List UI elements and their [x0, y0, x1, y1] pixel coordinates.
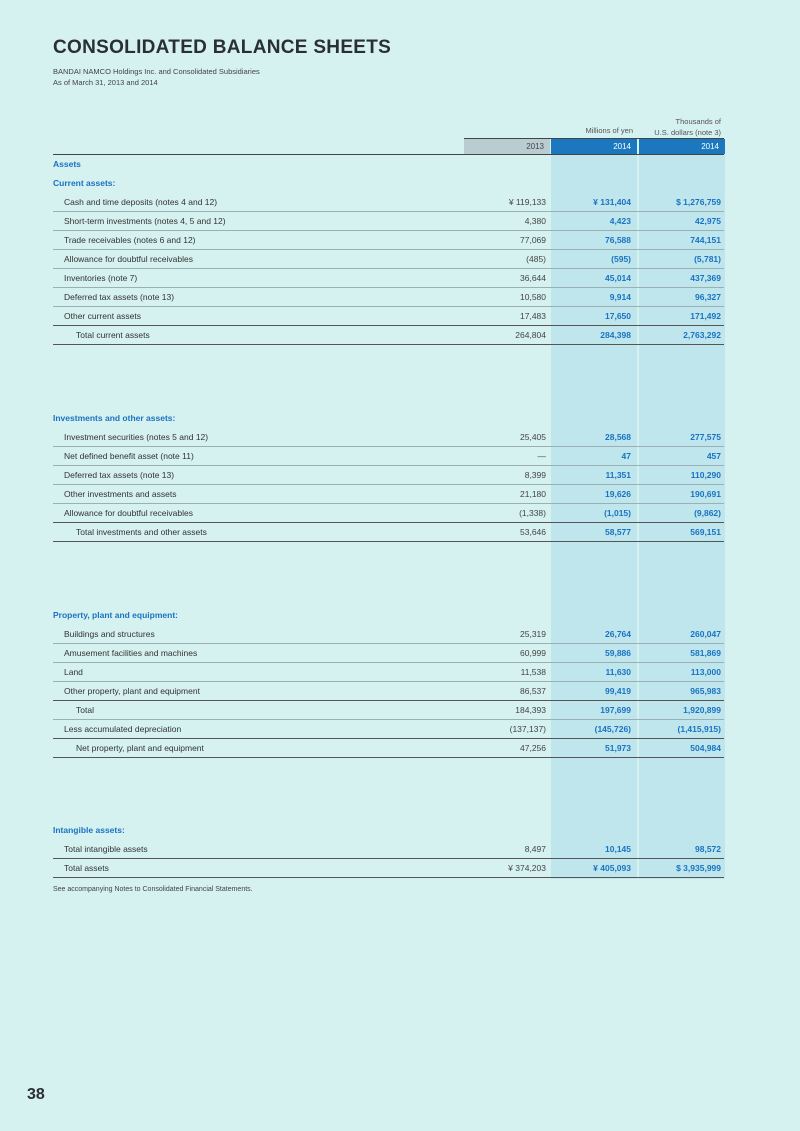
row-label: Land — [64, 667, 83, 677]
date-subtitle: As of March 31, 2013 and 2014 — [53, 78, 158, 87]
value-usd: 110,290 — [690, 470, 721, 480]
table-row — [53, 288, 724, 307]
section-ppe: Property, plant and equipment: — [53, 610, 178, 620]
value-usd: 457 — [706, 451, 721, 461]
section-investments: Investments and other assets: — [53, 413, 176, 423]
value-2014: 26,764 — [605, 629, 631, 639]
row-label: Net defined benefit asset (note 11) — [64, 451, 194, 461]
row-label: Cash and time deposits (notes 4 and 12) — [64, 197, 218, 207]
table-row — [53, 326, 724, 345]
table-row — [53, 523, 724, 542]
value-2013: ¥ 374,203 — [508, 863, 546, 873]
footnote: See accompanying Notes to Consolidated Financial Statements. — [53, 886, 253, 893]
row-label: Total intangible assets — [64, 844, 148, 854]
value-2013: 60,999 — [520, 648, 546, 658]
value-2013: 86,537 — [520, 686, 546, 696]
row-label: Total — [76, 705, 94, 715]
value-2014: 28,568 — [605, 432, 631, 442]
year-2014-usd-header: 2014 — [639, 139, 725, 154]
value-2014: 99,419 — [605, 686, 631, 696]
value-2013: 21,180 — [520, 489, 546, 499]
value-2013: 36,644 — [520, 273, 546, 283]
value-usd: 171,492 — [690, 311, 721, 321]
row-label: Total assets — [64, 863, 109, 873]
value-2013: 17,483 — [520, 311, 546, 321]
table-row — [53, 231, 724, 250]
millions-header: Millions of yen — [585, 126, 633, 135]
value-2014: (145,726) — [594, 724, 631, 734]
value-2014: 11,630 — [605, 667, 631, 677]
page-title: CONSOLIDATED BALANCE SHEETS — [53, 37, 392, 58]
value-2014: 197,699 — [600, 705, 631, 715]
value-usd: 437,369 — [690, 273, 721, 283]
row-label: Total current assets — [76, 330, 150, 340]
value-2013: 11,538 — [520, 667, 546, 677]
value-2014: 10,145 — [605, 844, 631, 854]
company-subtitle: BANDAI NAMCO Holdings Inc. and Consolidated Subsidiaries — [53, 67, 260, 76]
value-2014: ¥ 131,404 — [593, 197, 631, 207]
value-2013: (485) — [526, 254, 546, 264]
value-usd: 1,920,899 — [683, 705, 721, 715]
value-2014: 59,886 — [605, 648, 631, 658]
table-row — [53, 840, 724, 859]
value-2014: 45,014 — [605, 273, 631, 283]
usd-header — [639, 116, 721, 138]
usd-header-line2: U.S. dollars (note 3) — [654, 128, 721, 137]
value-2014: 17,650 — [605, 311, 631, 321]
value-usd: $ 1,276,759 — [676, 197, 721, 207]
table-row — [53, 644, 724, 663]
value-usd: (9,862) — [694, 508, 721, 518]
value-2014: 11,351 — [605, 470, 631, 480]
year-2013-header: 2013 — [464, 139, 550, 154]
value-usd: 190,691 — [690, 489, 721, 499]
table-row — [53, 212, 724, 231]
value-2013: 47,256 — [520, 743, 546, 753]
table-row — [53, 739, 724, 758]
value-2013: 77,069 — [520, 235, 546, 245]
row-label: Net property, plant and equipment — [76, 743, 204, 753]
table-row — [53, 701, 724, 720]
value-2014: 4,423 — [609, 216, 631, 226]
value-usd: 2,763,292 — [683, 330, 721, 340]
row-label: Other current assets — [64, 311, 142, 321]
row-label: Allowance for doubtful receivables — [64, 508, 193, 518]
table-row — [53, 193, 724, 212]
row-label: Trade receivables (notes 6 and 12) — [64, 235, 196, 245]
value-2014: 76,588 — [605, 235, 631, 245]
table-row — [53, 485, 724, 504]
table-top-rule — [53, 154, 724, 155]
value-2013: ¥ 119,133 — [508, 197, 546, 207]
value-2013: 25,405 — [520, 432, 546, 442]
value-usd: 965,983 — [690, 686, 721, 696]
row-label: Other property, plant and equipment — [64, 686, 200, 696]
value-usd: 581,869 — [690, 648, 721, 658]
table-row — [53, 504, 724, 523]
value-usd: 504,984 — [690, 743, 721, 753]
value-usd: $ 3,935,999 — [676, 863, 721, 873]
value-2014: 19,626 — [605, 489, 631, 499]
value-2013: 184,393 — [515, 705, 546, 715]
table-row — [53, 307, 724, 326]
page-number: 38 — [27, 1086, 45, 1103]
value-usd: (5,781) — [694, 254, 721, 264]
table-row — [53, 250, 724, 269]
value-usd: 569,151 — [690, 527, 721, 537]
table-row — [53, 466, 724, 485]
value-2013: 4,380 — [524, 216, 546, 226]
row-label: Less accumulated depreciation — [64, 724, 182, 734]
value-2014: 284,398 — [600, 330, 631, 340]
value-2014: 9,914 — [609, 292, 631, 302]
value-2014: ¥ 405,093 — [593, 863, 631, 873]
row-label: Inventories (note 7) — [64, 273, 138, 283]
table-row — [53, 663, 724, 682]
value-usd: 277,575 — [690, 432, 721, 442]
value-2013: — — [537, 451, 546, 461]
value-usd: (1,415,915) — [677, 724, 721, 734]
table-row — [53, 625, 724, 644]
section-assets: Assets — [53, 159, 81, 169]
table-row — [53, 859, 724, 878]
value-2014: 58,577 — [605, 527, 631, 537]
row-label: Short-term investments (notes 4, 5 and 12) — [64, 216, 226, 226]
value-2013: 25,319 — [520, 629, 546, 639]
section-current-assets: Current assets: — [53, 178, 116, 188]
value-2013: 264,804 — [515, 330, 546, 340]
value-2013: 8,399 — [524, 470, 546, 480]
value-2014: 47 — [621, 451, 631, 461]
year-2014-header: 2014 — [551, 139, 637, 154]
section-intangible: Intangible assets: — [53, 825, 125, 835]
row-label: Deferred tax assets (note 13) — [64, 470, 175, 480]
value-2013: (1,338) — [519, 508, 546, 518]
table-row — [53, 447, 724, 466]
value-usd: 96,327 — [695, 292, 721, 302]
value-2013: 53,646 — [520, 527, 546, 537]
table-row — [53, 269, 724, 288]
value-usd: 744,151 — [690, 235, 721, 245]
value-usd: 260,047 — [690, 629, 721, 639]
value-2014: 51,973 — [605, 743, 631, 753]
value-2014: (595) — [611, 254, 631, 264]
table-row — [53, 720, 724, 739]
row-label: Other investments and assets — [64, 489, 177, 499]
row-label: Total investments and other assets — [76, 527, 207, 537]
value-2014: (1,015) — [604, 508, 631, 518]
row-label: Buildings and structures — [64, 629, 155, 639]
value-usd: 42,975 — [695, 216, 721, 226]
table-row — [53, 428, 724, 447]
value-2013: (137,137) — [509, 724, 546, 734]
row-label: Investment securities (notes 5 and 12) — [64, 432, 209, 442]
table-row — [53, 682, 724, 701]
value-usd: 98,572 — [695, 844, 721, 854]
value-2013: 10,580 — [520, 292, 546, 302]
value-usd: 113,000 — [690, 667, 721, 677]
row-label: Allowance for doubtful receivables — [64, 254, 193, 264]
value-2013: 8,497 — [524, 844, 546, 854]
row-label: Amusement facilities and machines — [64, 648, 198, 658]
row-label: Deferred tax assets (note 13) — [64, 292, 175, 302]
usd-header-line1: Thousands of — [675, 117, 721, 126]
